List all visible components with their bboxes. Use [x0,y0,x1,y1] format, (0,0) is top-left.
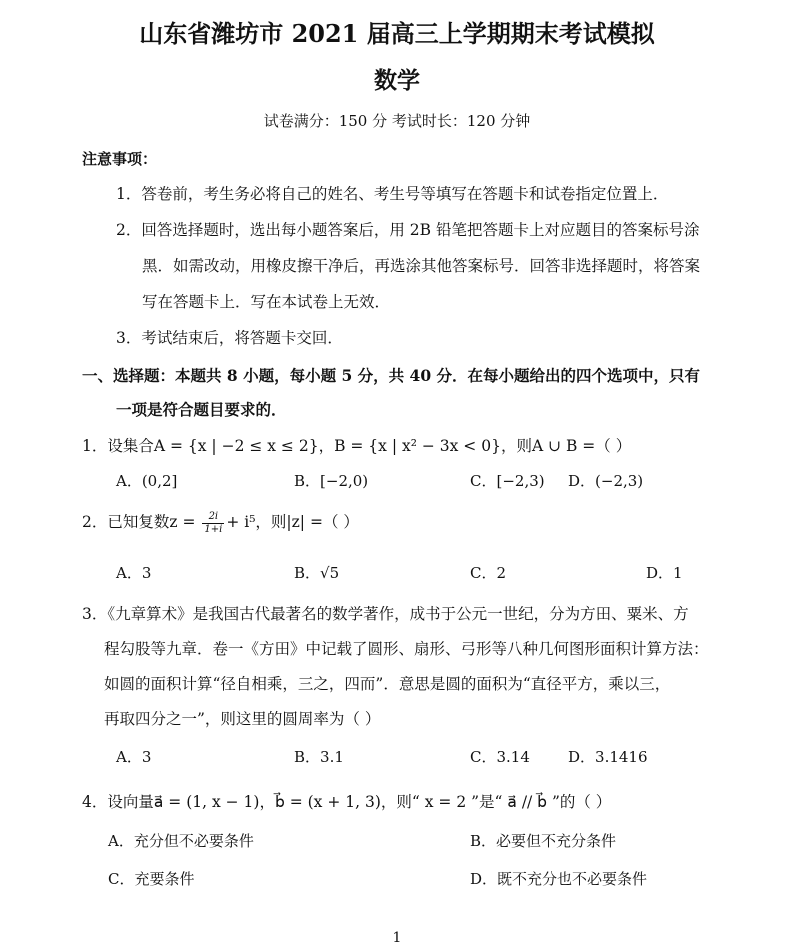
question-2-option-d: D．1 [646,564,683,582]
question-2-fraction-denominator: 1+i [204,523,223,535]
question-3-line-1: 3．《九章算术》是我国古代最著名的数学著作，成书于公元一世纪，分为方田、粟米、方 [82,605,689,623]
question-2-option-c: C．2 [470,564,507,582]
question-3-line-3: 如圆的面积计算“径自相乘，三之，四而”．意思是圆的面积为“直径平方，乘以三， [104,675,671,693]
question-3-option-d: D．3.1416 [568,748,648,766]
question-2-stem [82,510,359,536]
question-3-option-a: A．3 [116,748,152,766]
question-2-prefix: 2．已知复数z = [82,513,201,531]
question-2-fraction [202,511,224,536]
page-number: 1 [392,930,402,946]
exam-meta: 试卷满分：150 分 考试时长：120 分钟 [263,112,531,130]
question-4-option-a: A．充分但不必要条件 [108,832,254,850]
notice-item-2-line-1: 2．回答选择题时，选出每小题答案后，用 2B 铅笔把答题卡上对应题目的答案标号涂 [116,221,700,239]
section-1-heading-line-1: 一、选择题：本题共 8 小题，每小题 5 分，共 40 分．在每小题给出的四个选项中，只有 [82,366,701,385]
question-1-option-b: B．[−2,0) [294,472,369,490]
question-1-option-c: C．[−2,3) [470,472,545,490]
question-1-stem: 1．设集合A = {x | −2 ≤ x ≤ 2}，B = {x | x² − 3x < 0}，则A ∪ B =（ ） [82,437,632,455]
question-4-stem: 4．设向量a⃗ = (1, x − 1)，b⃗ = (x + 1, 3)，则“ x = 2 ”是“ a⃗ // b⃗ ”的（ ） [82,793,612,811]
question-3-line-4: 再取四分之一”，则这里的圆周率为（ ） [104,710,381,728]
notice-heading: 注意事项： [82,150,158,168]
question-3-option-b: B．3.1 [294,748,344,766]
notice-item-1: 1．答卷前，考生务必将自己的姓名、考生号等填写在答题卡和试卷指定位置上． [116,185,669,203]
question-1-option-a: A．(0,2] [116,472,178,490]
question-4-option-c: C．充要条件 [108,870,195,888]
notice-item-2-line-2: 黑．如需改动，用橡皮擦干净后，再选涂其他答案标号．回答非选择题时，将答案 [142,257,701,275]
subject-title: 数学 [374,67,420,94]
question-2-option-b: B．√5 [294,564,340,582]
question-2-option-a: A．3 [116,564,152,582]
question-3-line-2: 程勾股等九章．卷一《方田》中记载了圆形、扇形、弓形等八种几何图形面积计算方法： [104,640,709,658]
question-4-option-d: D．既不充分也不必要条件 [470,870,648,888]
question-3-option-c: C．3.14 [470,748,530,766]
section-1-heading-line-2: 一项是符合题目要求的． [116,400,287,419]
question-2-fraction-numerator: 2i [202,511,224,524]
question-1-option-d: D．(−2,3) [568,472,644,490]
exam-title: 山东省潍坊市 2021 届高三上学期期末考试模拟 [139,19,655,48]
notice-item-3: 3．考试结束后，将答题卡交回． [116,329,343,347]
question-4-option-b: B．必要但不充分条件 [470,832,617,850]
question-2-suffix: + i⁵，则|z| =（ ） [226,513,359,531]
notice-item-2-line-3: 写在答题卡上．写在本试卷上无效． [142,293,391,311]
